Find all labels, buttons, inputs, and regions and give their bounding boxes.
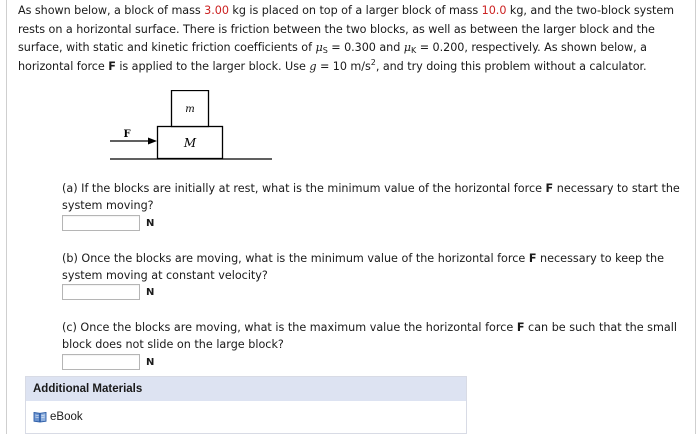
answer-row-b	[62, 284, 154, 300]
ebook-label: eBook	[50, 411, 83, 423]
gravity-symbol: g	[309, 59, 317, 73]
question-c	[62, 319, 692, 353]
problem-text: , and try doing this problem without a calculator.	[375, 59, 647, 73]
answer-input-a[interactable]	[62, 215, 140, 231]
problem-statement	[18, 2, 690, 76]
problem-text: kg is placed on top of a larger block of mass	[228, 4, 482, 17]
large-block-label: M	[183, 136, 197, 150]
force-label: F	[123, 129, 131, 140]
unit-label: N	[146, 286, 155, 298]
question-text: can be such that the small block does not slide on the large block?	[62, 321, 677, 351]
question-text: (b) Once the blocks are moving, what is the minimum value of the horizontal force	[62, 252, 529, 265]
question-a	[62, 180, 692, 214]
question-text: necessary to keep the system moving at constant velocity?	[62, 252, 665, 282]
question-text: (a) If the blocks are initially at rest, what is the minimum value of the horizontal force	[62, 182, 546, 195]
mu-static-symbol: μ	[315, 41, 323, 54]
additional-materials-panel	[25, 376, 467, 434]
answer-input-c[interactable]	[62, 354, 140, 370]
unit-label: N	[146, 217, 155, 229]
unit-label: N	[146, 356, 155, 368]
mu-kinetic-subscript: K	[411, 46, 417, 55]
question-text: (c) Once the blocks are moving, what is the maximum value the horizontal force	[62, 321, 517, 334]
answer-input-b[interactable]	[62, 284, 140, 300]
blocks-diagram	[110, 90, 275, 165]
problem-text: kg, and the two-block system rests on a horizontal surface. There is friction between the two blocks, as well as between the larger block and the surface, with static and kinetic friction coefficients of	[18, 4, 675, 54]
small-mass-value: 3.00	[204, 4, 229, 17]
book-icon	[33, 411, 47, 423]
force-symbol: F	[528, 252, 537, 265]
question-b	[62, 250, 692, 284]
force-arrow-head	[148, 138, 157, 145]
mu-static-subscript: S	[322, 46, 328, 55]
force-symbol: F	[108, 59, 116, 73]
question-text: necessary to start the system moving?	[62, 182, 680, 212]
force-symbol: F	[545, 182, 554, 195]
answer-row-a	[62, 215, 154, 231]
problem-text: is applied to the larger block. Use	[115, 59, 310, 73]
problem-text: As shown below, a block of mass	[18, 4, 205, 17]
large-mass-value: 10.0	[481, 4, 507, 17]
problem-text: = 0.200, respectively. As shown below, a horizontal force	[18, 41, 647, 73]
answer-row-c	[62, 354, 154, 370]
small-block-label: m	[185, 104, 195, 115]
problem-text: = 0.300 and	[327, 41, 404, 54]
force-symbol: F	[516, 321, 525, 334]
additional-materials-header: Additional Materials	[26, 377, 466, 401]
unit-exponent: 2	[370, 57, 376, 67]
ebook-link[interactable]	[33, 411, 83, 423]
problem-text: = 10 m/s	[316, 59, 371, 73]
mu-kinetic-symbol: μ	[403, 41, 412, 54]
